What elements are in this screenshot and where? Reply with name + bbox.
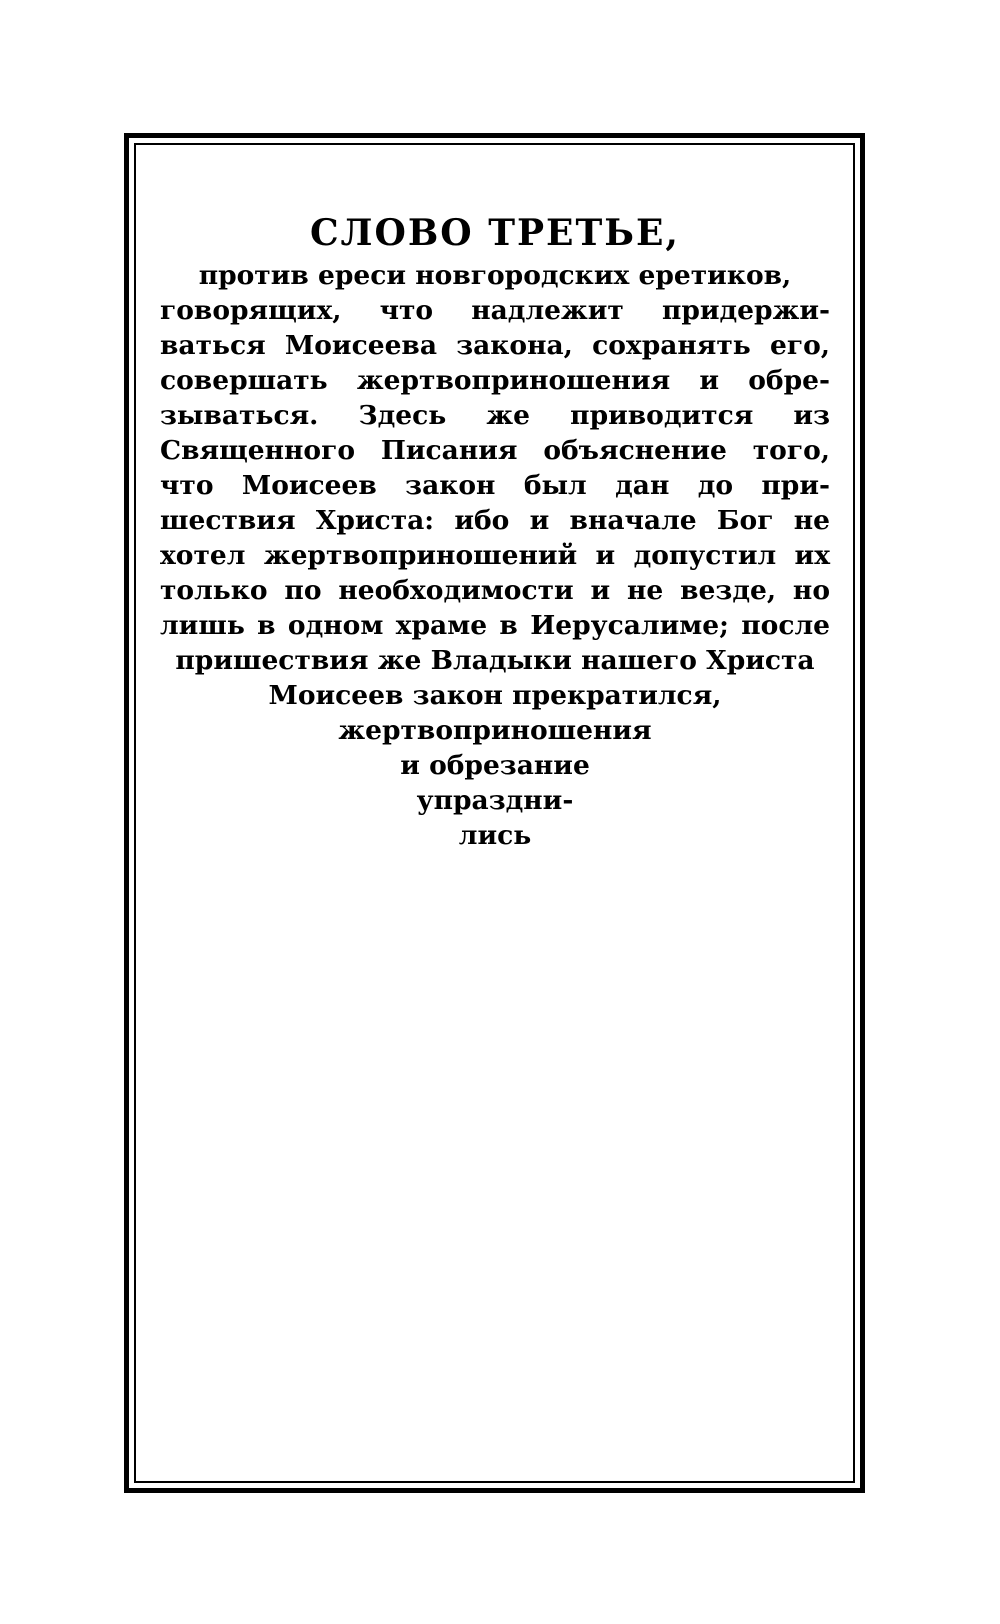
chapter-header [160, 210, 830, 853]
summary-line: жертвоприношения [338, 715, 652, 746]
chapter-summary [160, 258, 830, 853]
summary-line: и обрезание [400, 750, 590, 781]
summary-line: упраздни- [416, 785, 574, 816]
summary-line: ваться Моисеева закона, сохранять его, [160, 330, 830, 361]
chapter-title: СЛОВО ТРЕТЬЕ, [310, 212, 680, 254]
summary-line: Моисеев закон прекратился, [268, 680, 722, 711]
summary-line: зываться. Здесь же приводится из [160, 400, 830, 431]
summary-line: лишь в одном храме в Иерусалиме; после [160, 610, 830, 641]
summary-line: только по необходимости и не везде, но [160, 575, 830, 606]
summary-line: хотел жертвоприношений и допустил их [160, 540, 830, 571]
summary-line: шествия Христа: ибо и вначале Бог не [160, 505, 830, 536]
summary-line: против ереси новгородских еретиков, [198, 260, 792, 291]
summary-line: пришествия же Владыки нашего Христа [175, 645, 815, 676]
summary-line: Священного Писания объяснение того, [160, 435, 830, 466]
summary-line: совершать жертвоприношения и обре- [160, 365, 830, 396]
summary-line: говорящих, что надлежит придержи- [160, 295, 830, 326]
summary-line: лись [458, 820, 532, 851]
summary-line: что Моисеев закон был дан до при- [160, 470, 830, 501]
